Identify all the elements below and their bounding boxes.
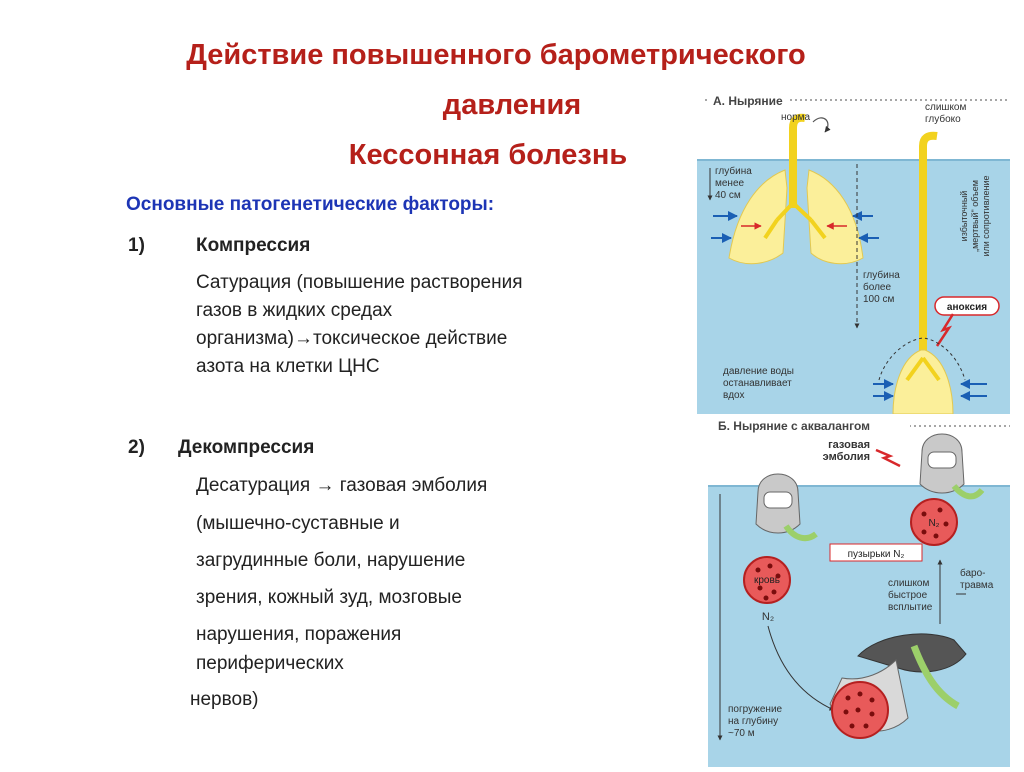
item1-title: Компрессия: [196, 235, 311, 256]
label-depth100-line: 100 см: [863, 294, 895, 305]
label-depth40-line: глубина: [715, 166, 752, 177]
svg-text:или сопротивление: или сопротивление: [981, 175, 991, 257]
svg-text:избыточный: избыточный: [959, 190, 969, 242]
label-water-pressure-line: давление воды: [723, 366, 794, 377]
label-embolism-line: газовая: [828, 439, 870, 451]
label-norm: норма: [781, 112, 811, 123]
item2-title: Декомпрессия: [178, 437, 315, 458]
figure-b-title: Б. Ныряние с аквалангом: [718, 419, 871, 433]
label-baro-line: травма: [960, 580, 994, 591]
label-depth100-line: глубина: [863, 270, 900, 281]
label-depth40-line: 40 см: [715, 190, 741, 201]
label-dive-line: на глубину: [728, 716, 779, 727]
label-fast-ascent-line: быстрое: [888, 590, 928, 601]
figure-a-title: А. Ныряние: [713, 94, 783, 108]
item2-text-line: зрения, кожный зуд, мозговые: [196, 587, 462, 608]
label-dive-line: погружение: [728, 704, 783, 715]
label-too-deep-line: слишком: [925, 102, 967, 113]
svg-text:N₂: N₂: [928, 518, 940, 529]
label-bubbles: пузырьки N₂: [847, 549, 905, 560]
slide-title-line-1: Действие повышенного барометрического: [186, 39, 806, 71]
subtitle: Основные патогенетические факторы:: [126, 194, 495, 215]
item1-text-line: организма)→токсическое действие: [196, 328, 508, 349]
slide-title-line-3: Кессонная болезнь: [348, 139, 628, 171]
figure-diving: [697, 88, 1010, 414]
label-water-pressure-line: вдох: [723, 390, 745, 401]
label-water-pressure-line: останавливает: [723, 378, 792, 389]
label-baro-line: баро-: [960, 568, 986, 579]
item2-text-line: периферических: [196, 653, 344, 674]
label-blood: кровь: [753, 575, 781, 586]
label-dive-line: ~70 м: [728, 728, 755, 739]
label-depth40-line: менее: [715, 178, 745, 189]
label-depth100-line: более: [863, 282, 892, 293]
item1-text-line: газов в жидких средах: [196, 300, 393, 321]
item2-number: 2): [128, 437, 145, 458]
item2-text-line: нарушения, поражения: [196, 624, 402, 645]
item2-text-line: нервов): [190, 689, 259, 710]
item1-text-line: азота на клетки ЦНС: [196, 356, 380, 377]
svg-text:„мертвый" объем: „мертвый" объем: [970, 180, 980, 252]
label-fast-ascent-line: всплытие: [888, 602, 933, 613]
item1-text-line: Сатурация (повышение растворения: [196, 272, 523, 293]
label-too-deep-line: глубоко: [925, 114, 961, 125]
item2-text-line: загрудинные боли, нарушение: [196, 550, 466, 571]
label-n2: N₂: [761, 611, 775, 623]
item2-text-line: (мышечно-суставные и: [196, 513, 400, 534]
item2-text-line: Десатурация → газовая эмболия: [196, 475, 488, 496]
label-embolism-line: эмболия: [822, 451, 870, 463]
label-fast-ascent-line: слишком: [888, 578, 930, 589]
label-anoxia: аноксия: [946, 302, 988, 313]
slide-title-line-2: давления: [442, 89, 582, 121]
item1-number: 1): [128, 235, 145, 256]
figure-scuba: [708, 414, 1010, 767]
